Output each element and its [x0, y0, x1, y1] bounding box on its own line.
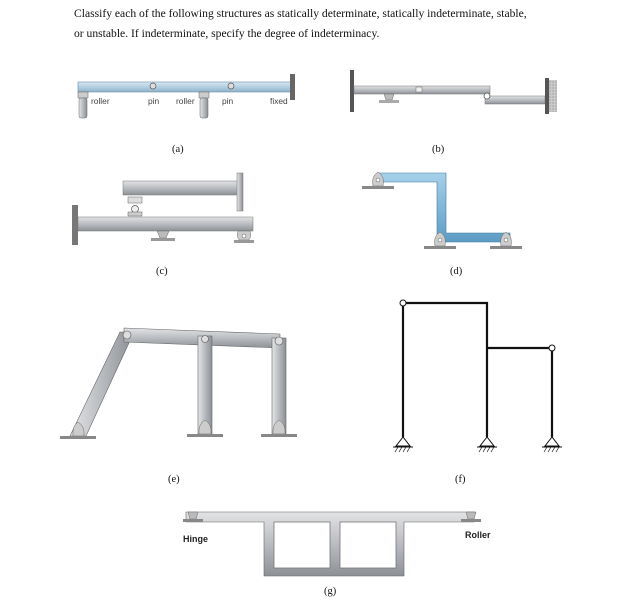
upper-beam-c — [123, 181, 239, 195]
wall-hatch-b — [549, 80, 557, 112]
hinge-icon — [549, 345, 555, 351]
right-column-e — [272, 338, 286, 434]
pin-icon — [376, 178, 380, 182]
beam-b-lower — [485, 96, 545, 104]
inclined-member-e — [70, 332, 134, 436]
ground-hatch — [395, 447, 410, 452]
pin-icon — [438, 238, 442, 242]
frame-f-secondary — [487, 348, 552, 437]
roller-support-icon — [157, 231, 169, 238]
caption-c: (c) — [156, 266, 168, 277]
label-roller: roller — [91, 96, 110, 106]
fixed-wall-a — [290, 74, 295, 100]
upper-beam-end-c — [237, 173, 243, 211]
caption-d: (d) — [450, 266, 463, 277]
figure-e — [60, 328, 297, 439]
support-base — [379, 100, 399, 103]
hinge-icon — [484, 93, 490, 99]
frame-f-main — [403, 303, 487, 437]
beam-a — [78, 82, 294, 92]
wall-right-b — [545, 78, 549, 114]
hinge-icon — [416, 87, 422, 92]
question-line-1: Classify each of the following structures as statically determinate, statically indeterminate, stable, — [74, 7, 527, 20]
support-base — [151, 238, 175, 241]
label-hinge: Hinge — [183, 534, 209, 544]
pin-support-icon — [545, 437, 559, 446]
caption-f: (f) — [455, 474, 466, 485]
wall-left-b — [350, 70, 354, 112]
figure-b — [350, 70, 557, 114]
figure-d — [362, 172, 522, 249]
lower-beam-c — [78, 217, 253, 231]
support-base — [234, 240, 254, 243]
pin-icon — [228, 83, 234, 89]
figure-g — [183, 512, 481, 576]
roller-support-icon — [78, 92, 88, 98]
label-roller: roller — [176, 96, 195, 106]
label-fixed: fixed — [270, 96, 288, 106]
middle-column-e — [198, 336, 212, 434]
frame-d — [378, 173, 510, 242]
pin-support-icon — [384, 94, 394, 100]
support-base — [183, 519, 203, 522]
hinge-icon — [400, 300, 406, 306]
support-base — [424, 246, 456, 249]
roller-support-icon — [200, 98, 208, 118]
pin-icon — [202, 336, 209, 343]
link-support-icon — [128, 197, 142, 203]
question-line-2: or unstable. If indeterminate, specify the degree of indeterminacy. — [74, 27, 380, 40]
pin-icon — [132, 206, 139, 213]
pin-support-icon — [396, 437, 410, 446]
support-base — [60, 436, 96, 439]
pin-icon — [242, 234, 246, 238]
pin-icon — [275, 337, 283, 345]
ground-hatch — [544, 447, 559, 452]
label-pin: pin — [222, 96, 234, 106]
caption-a: (a) — [172, 144, 184, 155]
roller-support-icon — [79, 98, 87, 118]
pin-icon — [123, 331, 131, 339]
caption-b: (b) — [432, 144, 445, 155]
roller-support-icon — [466, 512, 476, 519]
support-base — [261, 434, 297, 437]
frame-g-opening-right — [340, 522, 396, 568]
support-base — [461, 519, 481, 522]
support-base — [362, 186, 394, 189]
pin-support-icon — [188, 512, 198, 519]
pin-support-icon — [480, 437, 494, 446]
figure-c — [72, 173, 254, 245]
support-base — [187, 434, 223, 437]
ground-hatch — [479, 447, 494, 452]
fixed-wall-c — [72, 205, 78, 245]
support-base — [490, 246, 522, 249]
label-pin: pin — [148, 96, 160, 106]
caption-g: (g) — [324, 586, 337, 597]
figure-f — [393, 300, 562, 452]
frame-g-opening-left — [274, 522, 330, 568]
pin-icon — [150, 83, 156, 89]
pin-icon — [504, 238, 508, 242]
link-base — [128, 212, 142, 216]
caption-e: (e) — [168, 474, 180, 485]
roller-support-icon — [199, 92, 209, 98]
label-roller: Roller — [465, 530, 491, 540]
